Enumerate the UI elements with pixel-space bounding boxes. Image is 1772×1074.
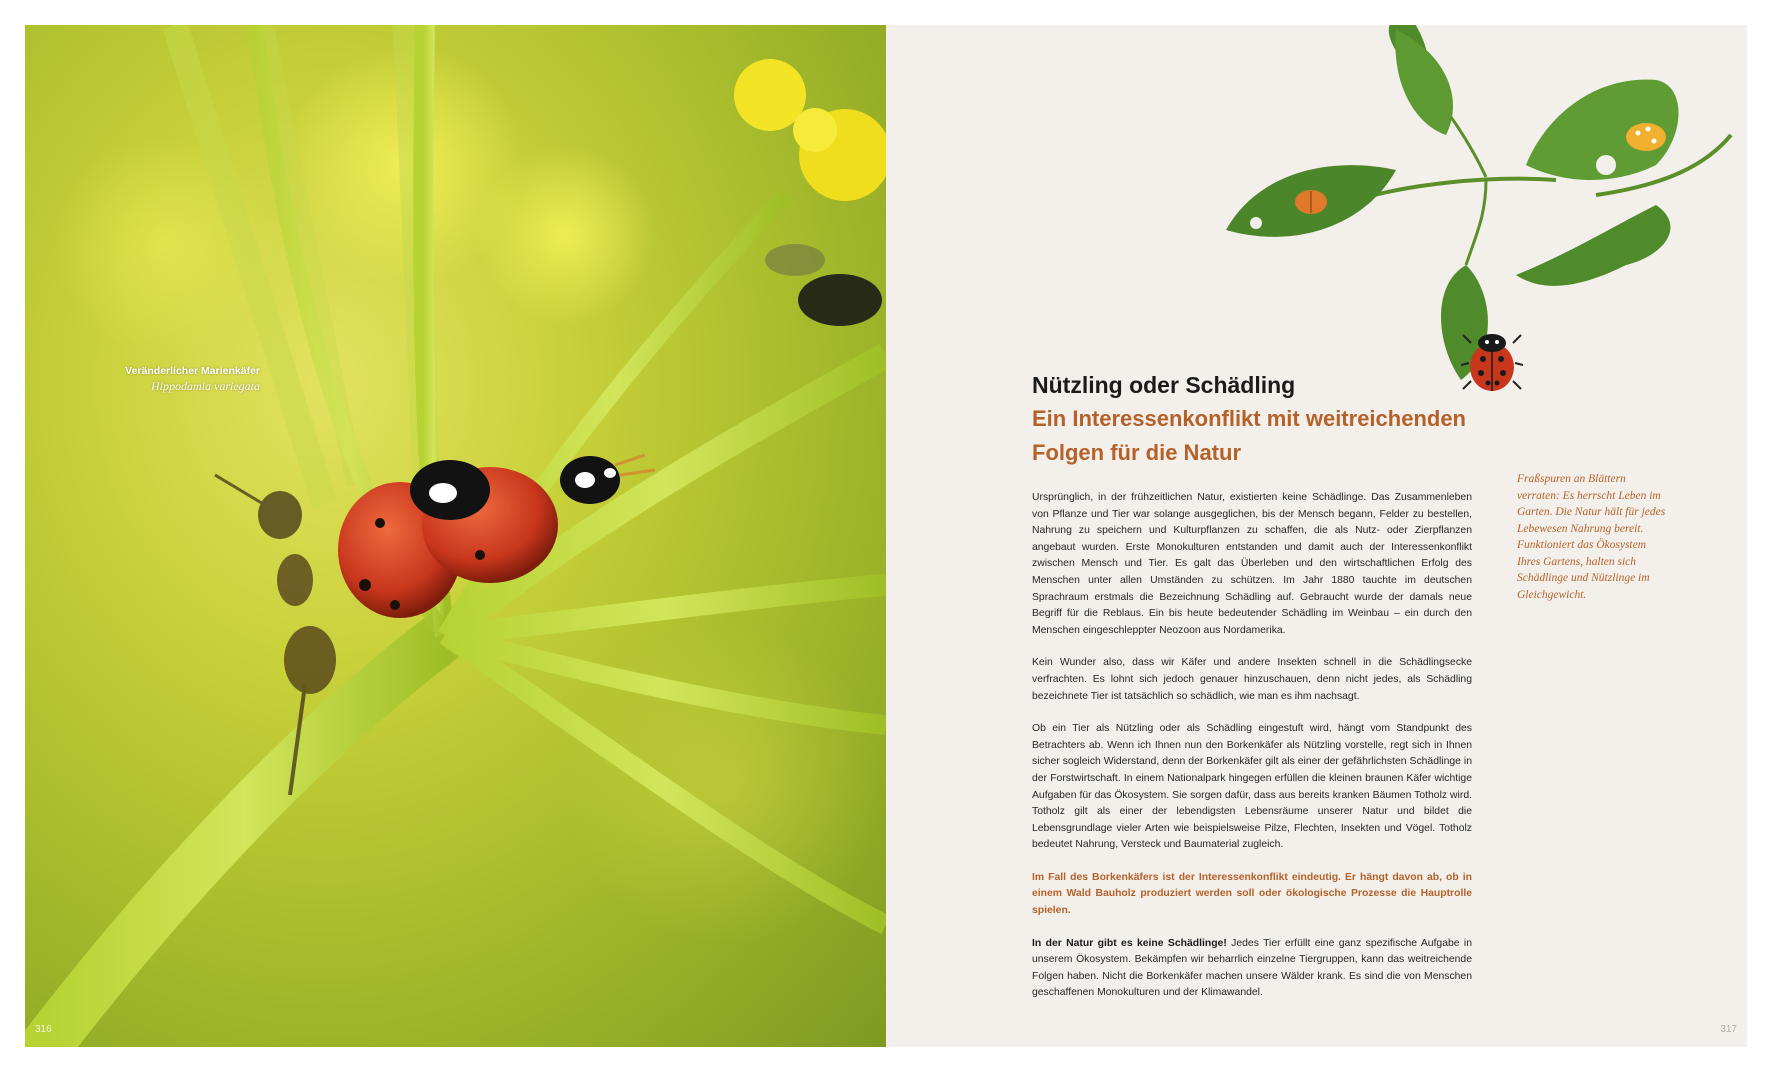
- caption-title: Veränderlicher Marienkäfer: [125, 365, 260, 377]
- subtitle-line-1: Ein Interessenkonflikt mit weitreichenden: [1032, 406, 1466, 431]
- subtitle-line-2: Folgen für die Natur: [1032, 440, 1241, 465]
- paragraph: Ob ein Tier als Nützling oder als Schädling eingestuft wird, hängt vom Standpunkt des Betrachters ab. Wenn ich Ihnen nun den Borkenkäfer als Nützling vorstelle, regt sich in Ihnen sicher sogleich Widerstand, denn der Borkenkäfer gilt als einer der gefährlichsten Schädlinge in der Forstwirtschaft. In einem Nationalpark hingegen erfüllen die kleinen braunen Käfer wichtige Aufgaben für das Ökosystem. Sie sorgen dafür, dass aus bereits kranken Bäumen Totholz wird. Totholz gilt als einer der lebendigsten Lebensräume unserer Natur und bildet die Lebensgrundlage vieler Arten wie beispielsweise Pilze, Flechten, Insekten und Vögel. Totholz bedeutet Nahrung, Versteck und Baumaterial zugleich.: [1032, 723, 1472, 851]
- left-page: [25, 25, 886, 1047]
- highlighted-paragraph: Im Fall des Borkenkäfers ist der Interessenkonflikt eindeutig. Er hängt davon ab, ob in einem Wald Bauholz produziert werden soll oder ökologische Prozesse die Hauptrolle spielen.: [1032, 871, 1472, 917]
- article-subtitle: [1032, 402, 1472, 470]
- closing-paragraph-text: Jedes Tier erfüllt eine ganz spezifische Aufgabe in unserem Ökosystem. Bekämpfen wir beharrlich einzelne Tiergruppen, kann das weitreichende Folgen haben. Nicht die Borkenkäfer machen unsere Wälder krank. Es sind die von Menschen geschaffenen Monokulturen und der Klimawandel.: [1032, 937, 1472, 999]
- page-number-right: 317: [1720, 1024, 1737, 1035]
- photo-caption: [105, 365, 260, 394]
- right-page: [886, 25, 1747, 1047]
- page-number-left: 316: [35, 1024, 52, 1035]
- ladybug-photo: [25, 25, 886, 1047]
- caption-latin-name: Hippodamia variegata: [151, 379, 260, 393]
- closing-paragraph: [1032, 936, 1472, 1002]
- paragraph: Ursprünglich, in der frühzeitlichen Natur, existierten keine Schädlinge. Das Zusammenleben von Pflanze und Tier war solange ausgeglichen, bis der Mensch begann, Felder zu bestellen, Nahrung zu speichern und Kulturpflanzen zu schaffen, die als Nutz- oder Zierpflanzen angebaut wurden. Erste Monokulturen entstanden und damit auch der Interessenkonflikt zwischen Mensch und Tier. Es galt das Überleben und den wirtschaftlichen Erfolg des Menschen unter allen Umständen zu schützen. Im Jahr 1880 tauchte im deutschen Sprachraum erstmals die Bezeichnung Schädling auf. Gebraucht wurde der damals neue Begriff für die Reblaus. Ein bis heute bedeutender Schädling im Weinbau – ein durch den Menschen eingeschleppter Neozoon aus Nordamerika.: [1032, 492, 1472, 636]
- closing-paragraph-lead: In der Natur gibt es keine Schädlinge!: [1032, 937, 1227, 949]
- paragraph: Kein Wunder also, dass wir Käfer und andere Insekten schnell in die Schädlingsecke verfrachten. Es lohnt sich jedoch genauer hinzuschauen, denn nicht jedes, als Schädling bezeichnete Tier ist tatsächlich so schädlich, wie man es ihm nachsagt.: [1032, 657, 1472, 702]
- article-body: [1032, 370, 1472, 1018]
- side-note: Fraßspuren an Blättern verraten: Es herrscht Leben im Garten. Die Natur hält für jedes Lebewesen Nahrung bereit. Funktioniert das Ökosystem Ihres Gartens, halten sich Schädlinge und Nützlinge im Gleichgewicht.: [1517, 473, 1666, 601]
- book-spread: [25, 25, 1747, 1047]
- article-title: Nützling oder Schädling: [1032, 372, 1296, 398]
